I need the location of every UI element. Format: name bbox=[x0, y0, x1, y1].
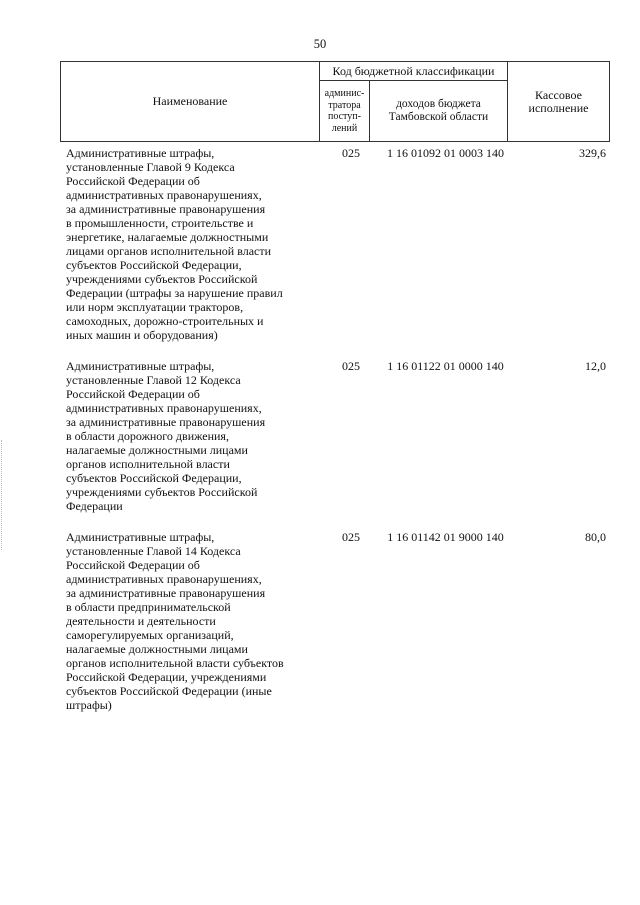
header-admin-line-2: тратора bbox=[328, 99, 361, 111]
row-admin-code: 025 bbox=[342, 146, 360, 160]
row-amount: 12,0 bbox=[585, 359, 606, 373]
scan-margin-marks bbox=[1, 440, 5, 550]
row-budget-code: 1 16 01092 01 0003 140 bbox=[387, 146, 504, 160]
row-amount: 80,0 bbox=[585, 530, 606, 544]
row-admin-code: 025 bbox=[342, 359, 360, 373]
header-admin-line-4: лений bbox=[331, 122, 358, 134]
row-name: Административные штрафы, установленные Главой 14 Кодекса Российской Федерации об административных правонарушениях, за административные правонарушения в области предпринимательской деятельности и деятельности саморегулируемых организаций, налагаемые должностными лицами органов исполнительной власти субъектов Российской Федерации, учреждениями субъектов Российской Федерации (иные штрафы) bbox=[66, 530, 284, 712]
table-header bbox=[60, 61, 610, 142]
header-income bbox=[370, 81, 508, 142]
row-amount: 329,6 bbox=[579, 146, 606, 160]
row-name: Административные штрафы, установленные Главой 9 Кодекса Российской Федерации об административных правонарушениях, за административные правонарушения в промышленности, строительстве и энергетике, налагаемые должностными лицами органов исполнительной власти субъектов Российской Федерации, учреждениями субъектов Российской Федерации (штрафы за нарушение правил или норм эксплуатации тракторов, самоходных, дорожно-строительных и иных машин и оборудования) bbox=[66, 146, 283, 342]
row-admin-code: 025 bbox=[342, 530, 360, 544]
row-budget-code: 1 16 01122 01 0000 140 bbox=[387, 359, 504, 373]
row-name: Административные штрафы, установленные Главой 12 Кодекса Российской Федерации об административных правонарушениях, за административные правонарушения в области дорожного движения, налагаемые должностными лицами органов исполнительной власти субъектов Российской Федерации, учреждениями субъектов Российской Федерации bbox=[66, 359, 266, 513]
header-execution bbox=[508, 62, 610, 142]
header-income-line-2: Тамбовской области bbox=[388, 111, 489, 123]
header-execution-line-2: исполнение bbox=[528, 100, 589, 115]
header-admin-line-3: поступ- bbox=[328, 111, 361, 122]
header-code-group: Код бюджетной классификации bbox=[320, 62, 508, 81]
row-budget-code: 1 16 01142 01 9000 140 bbox=[387, 530, 504, 544]
header-admin bbox=[320, 81, 370, 142]
page-number: 50 bbox=[313, 37, 327, 51]
header-name: Наименование bbox=[61, 62, 320, 142]
header-admin-line-1: админис- bbox=[324, 88, 365, 99]
header-income-line-1: доходов бюджета bbox=[396, 98, 481, 110]
header-execution-line-1: Кассовое bbox=[535, 87, 582, 102]
